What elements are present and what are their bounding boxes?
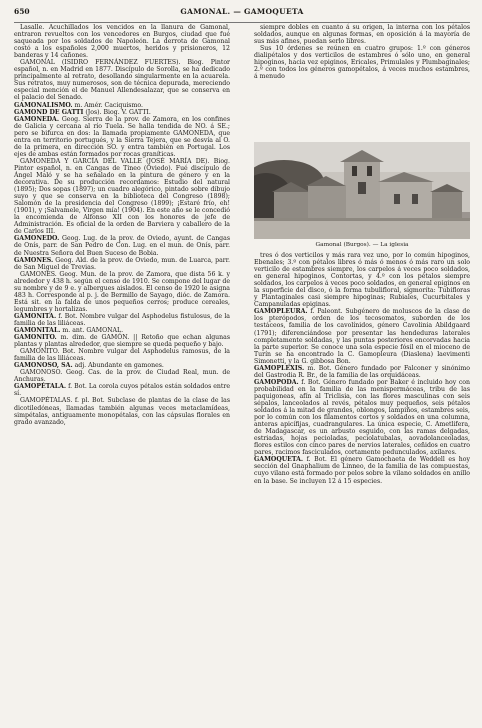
- entry-headword: GAMONALISMO.: [14, 101, 73, 109]
- entry-paragraph: [14, 334, 230, 348]
- entry-text: m. ant. GAMONAL.: [62, 327, 124, 335]
- entry-headword: GAMONITO.: [14, 334, 57, 342]
- entry-text: GAMONOSO. Geog. Cas. de la prov. de Ciudad Real, mun. de Anchuras.: [14, 369, 230, 384]
- church-illustration-image: [254, 142, 470, 239]
- entry-text: tres ó dos verticilos y más rara vez uno, por lo común hipoginos, Ebenales; 3.º con pétalos libres ó más ó menos ó más raro un solo verticilo de estambres siempre, los carpelos á veces poco soldados, en general hipoginos, Contortas, y 4.º con los pétalos siempre soldados, los carpelos á veces poco soldados, en general epiginos en la superficie del disco, ó la forma tubulifloral, sigmoríta: Tubifloras y Plantaginales casi siempre hipoginas; Rubiales, Cucurbitales y Campanuladas epiginas.: [254, 252, 470, 309]
- entry-text: m. Amér. Caciquismo.: [74, 101, 143, 109]
- entry-paragraph: [254, 456, 470, 484]
- text-columns: [14, 24, 470, 728]
- entry-paragraph: [14, 397, 230, 425]
- entry-text: f. Bot. Nombre vulgar del Asphodelus fistulosus, de la familia de las liliáceas.: [14, 312, 231, 327]
- left-column: [14, 24, 230, 426]
- entry-text: Lasalle. Acuchillados los vencidos en la llanura de Gamonal, entraron revueltos con los vencedores en Burgos, ciudad que fué saqueada por los soldados de Napoleón. La derrota de Gamonal costó a los españoles 2,000 muertos, heridos y prisioneros, 12 banderas y 14 cañones.: [14, 24, 230, 60]
- entry-text: GAMONAL (ISIDRO FERNÁNDEZ FUERTES). Biog. Pintor español, n. en Madrid en 1877. Discípulo de Sorolla, se ha dedicado principalmente al retrato, desollando singularmente en la acuarela. Sus retratos, muy numerosos, son de técnica depurada, mereciendo especial mención el de Manuel Allendesalazar, que se conserva en el palacio del Senado.: [14, 59, 230, 102]
- church-photo: [254, 142, 470, 239]
- right-column: [254, 24, 470, 80]
- entry-paragraph: [14, 235, 230, 256]
- entry-text: adj. Abundante en gamones.: [74, 362, 164, 370]
- entry-text: f. Bot. Género fundado por Baker é incluido hoy con probabilidad en la familia de las menispermáceas, tribu de las paquigoneas, afín al Triclisia, con las flores masculinas con seis sépalos, lanceolados al revés, pétalos muy pequeños, seis pétalos soldados á la mitad de grandes, oblongos, lampiños, estambres seis, por lo común con los filamentos cortos y soldados en una columna, anteras apicífijas, cuadrangulares. La única especie, C. Ametlifera, de Madagascar, es un arbusto esguido, con las ramas delgadas, estriadas, hojas pecioladas, peciolatubalas, aovadolanceoladas, flores estilos con cinco pares de nervios laterales, ceñidos en cuatro pares, racimos fasciculados, cortamente pedunculados, axilares.: [254, 378, 471, 457]
- entry-paragraph: [14, 383, 230, 397]
- entry-headword: GAMONEDA.: [14, 115, 60, 123]
- entry-paragraph: [14, 102, 230, 109]
- entry-headword: GAMOPLEXIS.: [254, 364, 305, 372]
- entry-paragraph: [14, 59, 230, 101]
- entry-headword: GAMOQUETA.: [254, 456, 304, 464]
- entry-headword: GAMONES.: [14, 256, 54, 264]
- entry-paragraph: [254, 379, 470, 457]
- entry-text: Geog. Lug. de la prov. de Oviedo, ayunt. de Cangas de Onís, parr. de San Pedro de Con. Lug. en el mun. de Onís, parr. de Nuestra Señora del Buen Suceso de Bobia.: [14, 235, 231, 257]
- entry-paragraph: [14, 313, 230, 327]
- entry-text: GAMONITO. Bot. Nombre vulgar del Asphodelus ramosus, de la familia de las liliáceas.: [14, 348, 230, 363]
- right-column-bottom-text: [254, 252, 470, 485]
- entry-paragraph: [14, 348, 230, 362]
- entry-paragraph: [14, 116, 230, 158]
- entry-text: GAMONEDA Y GARCÍA DEL VALLE (JOSÉ MARÍA DE). Biog. Pintor español, n. en Cangas de Tineo (Oviedo). Fué discípulo de Ángel Maló y se ha señalado en la pintura de género y en la decorativa. De su producción recordamos: Estudio del natural (1895); Dos sopas (1897); un cuadro alegórico, pintado sobre dibujo suyo y que se conserva en la biblioteca del Congreso (1898); Salomón de la presidencia del Congreso (1899); ¡Estaré frío, eh! (1901), y ¡Salvamele, Virgen mía! (1904). En este año se le concedió la encomienda de Alfonso XII con los honores de jefe de Administración. Es oficial de la orden de Barviera y caballero de la de Carlos III.: [14, 157, 230, 236]
- entry-text: f. Paleont. Subgénero de moluscos de la clase de los pterópodos, orden de los tecosomatos, suborden de los testáceos, familia de los cavolínidos, género Cavolinia Abildgaard (1791); diferenciándose por presentar las hendeduras laterales completamente soldadas, y las puntas posteriores encorvadas hacia la parte superior. Se conoce una sola especie fósil en el mioceno de Turín se ha encontrado la C. Gamopleura (Diaslena) laevimenti Simonetti, y la G. gibbosa Bon.: [254, 308, 470, 365]
- entry-headword: GAMOPLEURA.: [254, 308, 308, 316]
- page-header: [14, 6, 470, 23]
- entry-paragraph: [14, 271, 230, 313]
- entry-paragraph: [14, 24, 230, 59]
- entry-text: m. dim. de GAMÓN. || Retoño que echan algunas plantas y plantas alrededor, que siempre se queda pequeño y bajo.: [14, 334, 230, 349]
- entry-paragraph: [254, 308, 470, 364]
- entry-paragraph: [254, 365, 470, 379]
- entry-headword: GAMONOSO, SA.: [14, 362, 73, 370]
- entry-text: f. Bot. El género Gamochaeta de Weddell es hoy sección del Gnaphalium de Linneo, de la familia de las compuestas, cuyo vilano está formado por pelos sobre la vilano soldados en anillo en la base. Se incluyen 12 á 15 especies.: [254, 456, 471, 485]
- entry-headword: GAMONITAL.: [14, 327, 61, 335]
- entry-text: m. Bot. Género fundado por Falconer y sinónimo del Gastrodia R. Br., de la familia de las orquidáceas.: [254, 364, 470, 379]
- entry-paragraph: [14, 362, 230, 369]
- entry-headword: GAMOPÉTALA.: [14, 383, 67, 391]
- entry-paragraph: [14, 257, 230, 271]
- entry-text: GAMONES. Geog. Mun. de la prov. de Zamora, que dista 56 k. y alrededor y 438 h. según el censo de 1910. Se compone del lugar de su nombre y de 9 e. y albergues aislados. El censo de 1920 le asigna 483 h. Corresponde al p. j. de Bermillo de Sayago, dióc. de Zamora. Está sit. en la falda de unos pequeños cerros; produce cereales, legumbres y hortalizas.: [14, 270, 230, 313]
- entry-paragraph: [254, 45, 470, 80]
- entry-text: Geog. Ald. de la prov. de Oviedo, mun. de Luarca, parr. de San Miguel de Trevias.: [14, 256, 230, 271]
- right-column-top-text: [254, 24, 470, 80]
- entry-paragraph: [14, 369, 230, 383]
- entry-headword: GAMONITA.: [14, 312, 57, 320]
- entry-paragraph: [14, 158, 230, 236]
- entry-text: Sus 10 órdenes se reúnen en cuatro grupos: 1.º con géneros dialipétalos y dos verticilos de estambres ó sólo uno, en general hipoginos, hacia vez epiginos, Ericales, Primulales y Plumbaginales; 2.º con todos los géneros gamopétalos, á veces muchos estambres, á menudo: [254, 45, 470, 81]
- entry-text: f. Bot. La corola cuyos pétalos están soldados entre sí.: [14, 383, 231, 398]
- entry-paragraph: [254, 24, 470, 45]
- entry-headword: GAMOND DE GATTI: [14, 108, 84, 116]
- entry-headword: GAMOPODA.: [254, 378, 299, 386]
- entry-paragraph: [14, 327, 230, 334]
- entry-paragraph: [254, 252, 470, 308]
- entry-text: Geog. Sierra de la prov. de Zamora, en los confines de Galicia y cercana al río Tuela. Se halla tendida de NO. á SE.; pero se bifurca en dos: la llamada propiamente GAMONEDA, que entra en territorio portugués, y la Sierra Tejera, que se desvía al O. de la primera, en dirección SO. y entra también en Portugal. Los ejes de ambas están formados por rocas graníticas.: [14, 115, 230, 158]
- photo-caption: Gamonal (Burgos). — La iglesia: [315, 242, 409, 248]
- running-head: GAMONAL. — GAMOQUETA: [180, 7, 304, 16]
- entry-text: (Jos). Biog. V. GATTI.: [85, 108, 151, 116]
- entry-headword: GAMONEDO.: [14, 235, 60, 243]
- entry-paragraph: [14, 109, 230, 116]
- entry-text: siempre dobles en cuanto á su origen, la interna con los pétalos soldados, aunque en algunas formas, en oposición á la mayoría de sus más afines, puedan serlo libres.: [254, 24, 470, 46]
- entry-text: GAMOPÉTALAS. f. pl. Bot. Subclase de plantas de la clase de las dicotiledóneas, llamadas también algunas veces metaclamídeas, simpétalas, antiguamente monopétalas, con las cápsulas florales en grado avanzado,: [14, 397, 230, 426]
- page-number: 650: [14, 7, 30, 16]
